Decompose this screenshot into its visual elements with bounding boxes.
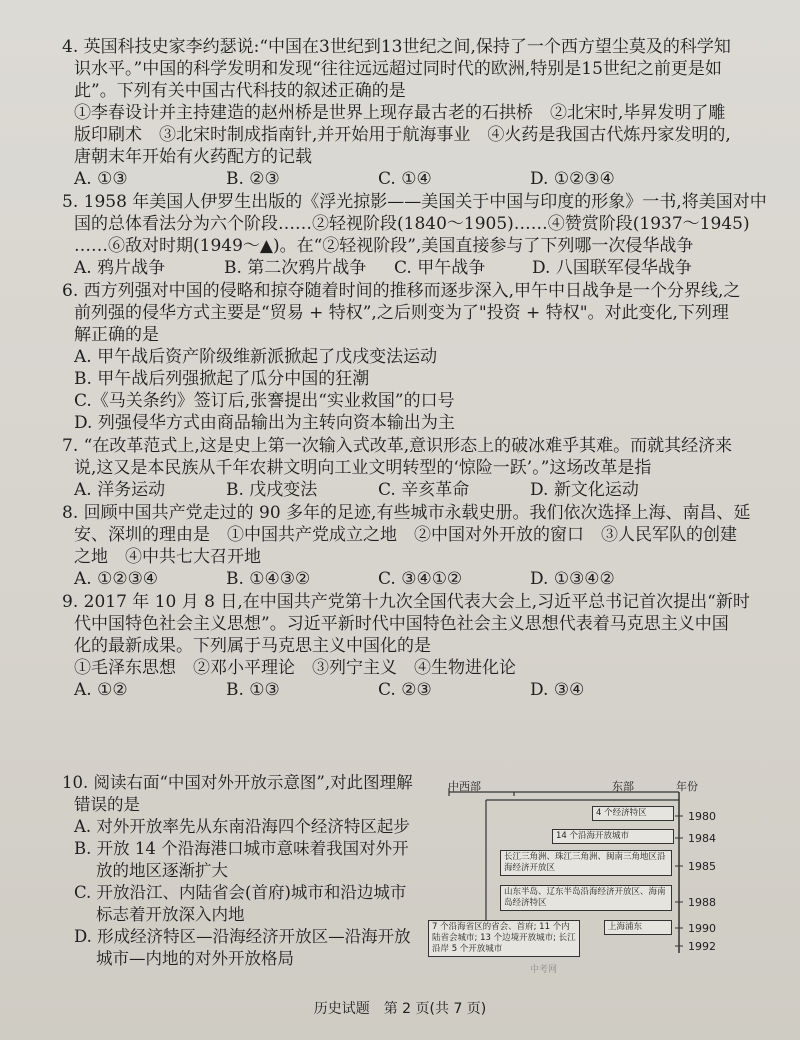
option-c: C. 辛亥革命 (378, 480, 470, 500)
option-c: C. 甲午战争 (394, 258, 486, 278)
box-peninsula-zones: 山东半岛、辽东半岛沿海经济开放区、海南岛经济特区 (500, 885, 672, 911)
question-10 (62, 772, 432, 970)
header-year: 年份 (676, 780, 698, 793)
question-4-line: 版印刷术 ③北宋时制成指南针,并开始用于航海事业 ④火药是我国古代炼丹家发明的, (74, 125, 731, 145)
question-5-options (62, 257, 762, 279)
box-pudong: 上海浦东 (604, 920, 672, 935)
option-a: A. 对外开放率先从东南沿海四个经济特区起步 (74, 817, 410, 836)
question-4-line: 识水平。”中国的科学发明和发现“往往远远超过同时代的欧洲,特别是15世纪之前更是如 (74, 59, 722, 79)
question-5 (62, 191, 767, 279)
year-label: 1992 (688, 940, 716, 953)
option-b: B. 开放 14 个沿海港口城市意味着我国对外开 (74, 839, 409, 858)
question-10-line: 10. 阅读右面“中国对外开放示意图”,对此图理解 (62, 773, 413, 792)
year-label: 1988 (688, 896, 716, 909)
box-14-cities: 14 个沿海开放城市 (552, 829, 674, 844)
option-c: C. ②③ (378, 680, 432, 700)
question-6-line: 6. 西方列强对中国的侵略和掠夺随着时间的推移而逐步深入,甲午中日战争是一个分界线,之 (62, 281, 741, 301)
page-footer: 历史试题 第 2 页(共 7 页) (313, 1001, 487, 1017)
question-9-line: 代中国特色社会主义思想”。习近平新时代中国特色社会主义思想代表着马克思主义中国 (74, 614, 729, 634)
opening-up-diagram (424, 778, 724, 978)
question-4-line: 4. 英国科技史家李约瑟说:“中国在3世纪到13世纪之间,保持了一个西方望尘莫及的科学知 (62, 37, 731, 57)
option-b: B. ②③ (226, 169, 280, 189)
question-7-line: 7. “在改革范式上,这是史上第一次输入式改革,意识形态上的破冰难乎其难。而就其经济来 (62, 436, 733, 456)
option-b: B. ①④③② (226, 569, 311, 589)
question-7 (62, 435, 762, 501)
option-b: B. ①③ (226, 680, 280, 700)
question-4-line: ①李春设计并主持建造的赵州桥是世界上现存最古老的石拱桥 ②北宋时,毕昇发明了雕 (74, 103, 726, 123)
question-7-line: 说,这又是本民族从千年农耕文明向工业文明转型的‘惊险一跃’。”这场改革是指 (74, 458, 652, 478)
question-8-line: 之地 ④中共七大召开地 (74, 547, 261, 567)
watermark: 中考网 (530, 965, 558, 975)
option-c: C. ③④①② (378, 569, 463, 589)
option-a: A. ①③ (74, 169, 128, 189)
option-d: D. 八国联军侵华战争 (532, 258, 692, 278)
question-6 (62, 280, 762, 434)
option-b-cont: 放的地区逐渐扩大 (96, 861, 228, 880)
year-label: 1980 (688, 810, 716, 823)
option-c-cont: 标志着开放深入内地 (96, 905, 245, 924)
question-9-line: ①毛泽东思想 ②邓小平理论 ③列宁主义 ④生物进化论 (74, 658, 516, 678)
option-a: A. 甲午战后资产阶级维新派掀起了戊戌变法运动 (74, 347, 438, 367)
year-label: 1990 (688, 922, 716, 935)
option-b: B. 戊戌变法 (226, 480, 318, 500)
option-d: D. ①③④② (530, 569, 615, 589)
question-8-options (62, 568, 762, 590)
box-special-zones: 4 个经济特区 (592, 806, 674, 821)
question-9-options (62, 679, 762, 701)
option-c: C.《马关条约》签订后,张謇提出“实业救国”的口号 (74, 391, 455, 411)
box-inland-cities: 7 个沿海省区的省会、首府; 11 个内陆省会城市; 13 个边境开放城市; 长江沿岸 5 个开放城市 (428, 920, 580, 957)
option-d-cont: 城市—内地的对外开放格局 (96, 949, 294, 968)
option-d: D. ③④ (530, 680, 585, 700)
question-6-line: 前列强的侵华方式主要是“贸易 + 特权”,之后则变为了"投资 + 特权"。对此变化,下列理 (74, 303, 729, 323)
question-4-options (62, 168, 762, 190)
header-east: 东部 (612, 780, 634, 793)
question-9-line: 化的最新成果。下列属于马克思主义中国化的是 (74, 636, 431, 656)
question-5-line: 5. 1958 年美国人伊罗生出版的《浮光掠影——美国关于中国与印度的形象》一书,将美国对中 (62, 192, 767, 212)
question-10-line: 错误的是 (74, 795, 140, 814)
question-8 (62, 502, 762, 590)
question-4-line: 唐朝末年开始有火药配方的记载 (74, 147, 312, 167)
option-d: D. 新文化运动 (530, 480, 639, 500)
questions-area (62, 36, 767, 702)
question-5-line: 国的总体看法分为六个阶段……②轻视阶段(1840～1905)……④赞赏阶段(1937～1945) (74, 214, 750, 234)
option-a: A. ①②③④ (74, 569, 159, 589)
option-b: B. 第二次鸦片战争 (224, 258, 367, 278)
question-9 (62, 591, 762, 701)
question-9-line: 9. 2017 年 10 月 8 日,在中国共产党第十九次全国代表大会上,习近平总书记首次提出“新时 (62, 592, 750, 612)
option-d: D. 形成经济特区—沿海经济开放区—沿海开放 (74, 927, 411, 946)
header-west: 中西部 (448, 780, 481, 793)
box-delta-zones: 长江三角洲、珠江三角洲、闽南三角地区沿海经济开放区 (500, 850, 672, 876)
question-6-line: 解正确的是 (74, 325, 159, 345)
question-5-line: ……⑥敌对时期(1949～▲)。在“②轻视阶段”,美国直接参与了下列哪一次侵华战争 (74, 236, 694, 256)
option-c: C. 开放沿江、内陆省会(首府)城市和沿边城市 (74, 883, 407, 902)
option-d: D. 列强侵华方式由商品输出为主转向资本输出为主 (74, 413, 455, 433)
option-a: A. ①② (74, 680, 128, 700)
option-d: D. ①②③④ (530, 169, 615, 189)
question-7-options (62, 479, 762, 501)
option-a: A. 洋务运动 (74, 480, 166, 500)
year-label: 1984 (688, 832, 716, 845)
question-8-line: 安、深圳的理由是 ①中国共产党成立之地 ②中国对外开放的窗口 ③人民军队的创建 (74, 525, 737, 545)
question-8-line: 8. 回顾中国共产党走过的 90 多年的足迹,有些城市永载史册。我们依次选择上海、南昌、延 (62, 503, 751, 523)
year-label: 1985 (688, 860, 716, 873)
option-c: C. ①④ (378, 169, 432, 189)
option-a: A. 鸦片战争 (74, 258, 166, 278)
question-4 (62, 36, 762, 190)
question-4-line: 此”。下列有关中国古代科技的叙述正确的是 (74, 81, 406, 101)
option-b: B. 甲午战后列强掀起了瓜分中国的狂潮 (74, 369, 370, 389)
